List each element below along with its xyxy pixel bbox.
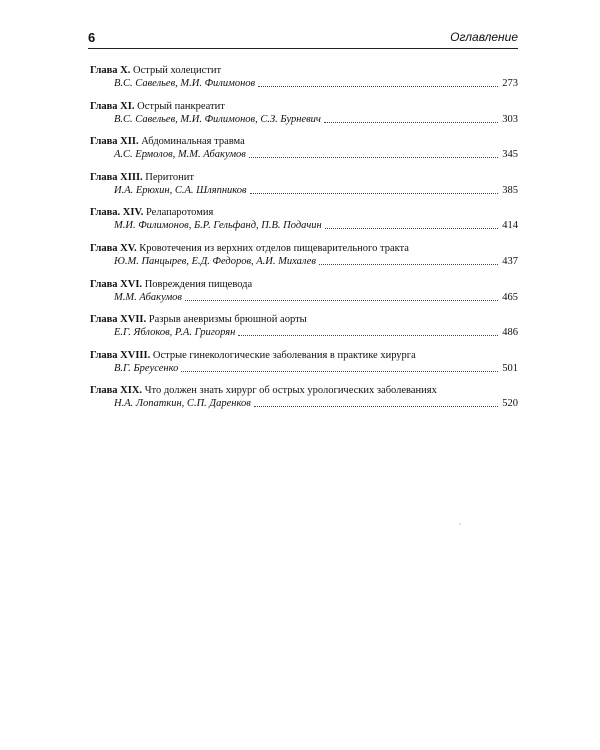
dot-leader xyxy=(250,193,499,194)
chapter-title: Релапаротомия xyxy=(145,207,214,219)
toc-entry xyxy=(90,135,518,161)
chapter-line xyxy=(90,100,518,113)
chapter-line xyxy=(90,384,518,397)
chapter-title: Повреждения пищевода xyxy=(144,278,253,290)
toc-entry xyxy=(90,100,518,126)
chapter-number: Глава XIII. xyxy=(90,171,143,183)
chapter-line xyxy=(90,313,518,326)
chapter-title: Кровотечения из верхних отделов пищеварительного тракта xyxy=(139,242,409,254)
page-reference: 465 xyxy=(502,291,518,303)
chapter-number: Глава XI. xyxy=(90,100,135,112)
chapter-line xyxy=(90,206,518,219)
chapter-title: Перитонит xyxy=(145,171,194,183)
running-title: Оглавление xyxy=(450,30,518,44)
chapter-number: Глава XVII. xyxy=(90,314,147,326)
authors-line xyxy=(90,77,518,90)
chapter-line xyxy=(90,135,518,148)
dot-leader xyxy=(319,264,498,265)
page-reference: 273 xyxy=(502,78,518,89)
chapter-line xyxy=(90,278,518,291)
paper-speck xyxy=(459,523,461,525)
page-reference: 414 xyxy=(502,220,518,232)
table-of-contents xyxy=(90,64,518,420)
toc-entry xyxy=(90,313,518,339)
authors-line xyxy=(90,362,518,375)
page-reference: 303 xyxy=(502,113,518,125)
authors-line xyxy=(90,291,518,304)
authors-line xyxy=(90,255,518,268)
dot-leader xyxy=(181,371,498,372)
chapter-authors: И.А. Ерюхин, С.А. Шляпников xyxy=(114,184,247,196)
chapter-authors: М.М. Абакумов xyxy=(114,291,182,303)
chapter-title: Острый холецистит xyxy=(133,65,222,76)
chapter-title: Острый панкреатит xyxy=(137,100,225,112)
authors-line xyxy=(90,148,518,161)
chapter-title: Абдоминальная травма xyxy=(141,136,245,148)
toc-entry xyxy=(90,242,518,268)
chapter-number: Глава. XIV. xyxy=(90,207,144,219)
toc-entry xyxy=(90,64,518,90)
chapter-number: Глава XIX. xyxy=(90,385,143,397)
chapter-number: Глава XVIII. xyxy=(90,349,151,361)
chapter-title: Острые гинекологические заболевания в практике хирурга xyxy=(152,349,416,361)
chapter-number: Глава XVI. xyxy=(90,278,143,290)
chapter-number: Глава X. xyxy=(90,65,131,76)
dot-leader xyxy=(254,406,498,407)
toc-entry xyxy=(90,206,518,232)
chapter-line xyxy=(90,171,518,184)
page-reference: 520 xyxy=(502,398,518,410)
chapter-line xyxy=(90,242,518,255)
chapter-authors: В.С. Савельев, М.И. Филимонов xyxy=(114,78,256,89)
toc-entry xyxy=(90,171,518,197)
chapter-authors: Ю.М. Панцырев, Е.Д. Федоров, А.И. Михалев xyxy=(114,255,316,267)
header-rule xyxy=(88,48,518,49)
authors-line xyxy=(90,326,518,339)
chapter-title: Разрыв аневризмы брюшной аорты xyxy=(148,314,307,326)
authors-line xyxy=(90,397,518,410)
toc-entry xyxy=(90,349,518,375)
authors-line xyxy=(90,184,518,197)
dot-leader xyxy=(238,335,498,336)
page-reference: 385 xyxy=(502,184,518,196)
dot-leader xyxy=(324,122,498,123)
chapter-authors: А.С. Ермолов, М.М. Абакумов xyxy=(114,149,246,161)
authors-line xyxy=(90,219,518,232)
chapter-line xyxy=(90,349,518,362)
chapter-number: Глава XV. xyxy=(90,242,137,254)
page-reference: 437 xyxy=(502,255,518,267)
dot-leader xyxy=(258,86,498,87)
page-header xyxy=(88,30,518,48)
chapter-title: Что должен знать хирург об острых урологических заболеваниях xyxy=(144,385,437,397)
dot-leader xyxy=(325,228,499,229)
chapter-authors: Н.А. Лопаткин, С.П. Даренков xyxy=(114,398,251,410)
authors-line xyxy=(90,113,518,126)
page-reference: 486 xyxy=(502,327,518,339)
page-reference: 345 xyxy=(502,149,518,161)
chapter-line xyxy=(90,64,518,77)
chapter-authors: В.Г. Бреусенко xyxy=(114,362,179,374)
chapter-number: Глава XII. xyxy=(90,136,139,148)
toc-entry xyxy=(90,278,518,304)
chapter-authors: Е.Г. Яблоков, Р.А. Григорян xyxy=(114,327,236,339)
page-reference: 501 xyxy=(502,362,518,374)
dot-leader xyxy=(249,157,498,158)
chapter-authors: М.И. Филимонов, Б.Р. Гельфанд, П.В. Подачин xyxy=(114,220,322,232)
dot-leader xyxy=(185,300,498,301)
page-number: 6 xyxy=(88,30,96,45)
chapter-authors: В.С. Савельев, М.И. Филимонов, С.З. Бурневич xyxy=(114,113,321,125)
toc-entry xyxy=(90,384,518,410)
